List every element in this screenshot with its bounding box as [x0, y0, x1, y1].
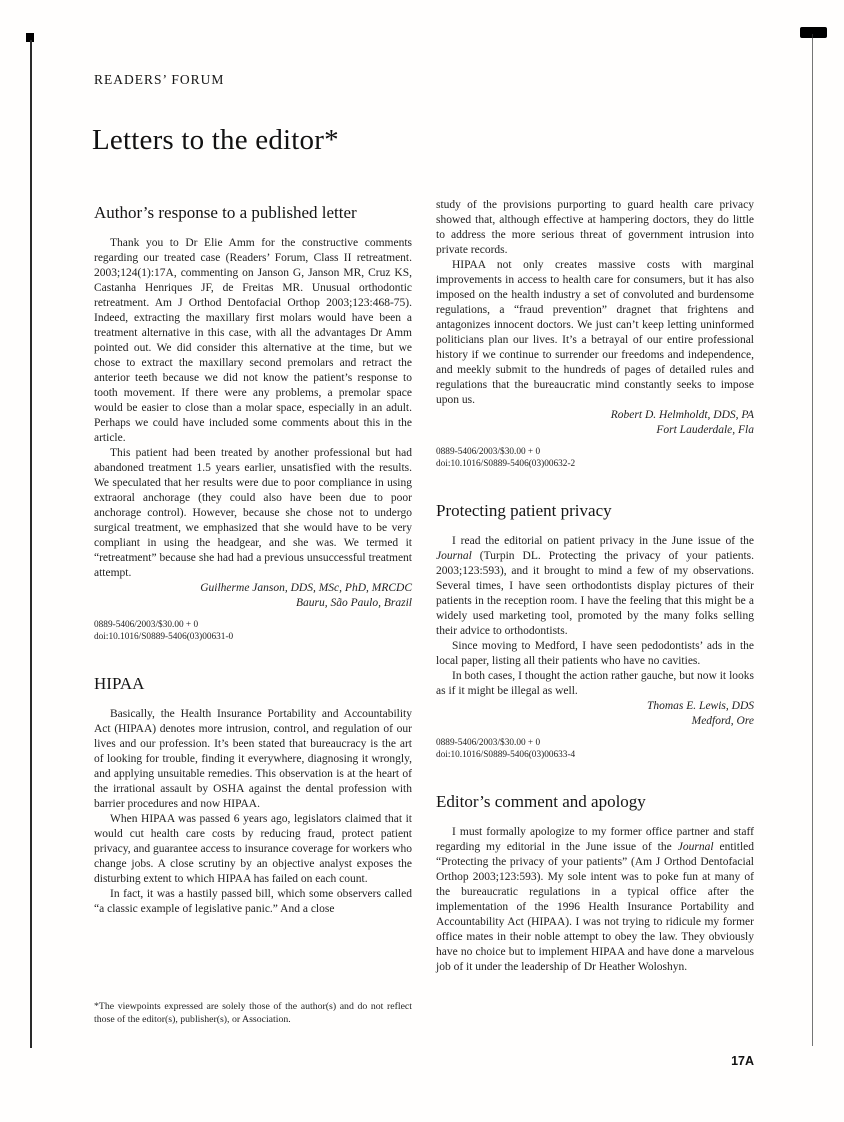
paragraph	[436, 825, 754, 975]
signature-location: Bauru, São Paulo, Brazil	[296, 597, 412, 609]
letter-heading-hipaa: HIPAA	[94, 674, 145, 693]
signature-name: Guilherme Janson, DDS, MSc, PhD, MRCDC	[200, 582, 412, 594]
signature-block	[436, 408, 754, 438]
doi-line: doi:10.1016/S0889-5406(03)00632-2	[436, 458, 576, 469]
issn-line: 0889-5406/2003/$30.00 + 0	[94, 620, 199, 630]
imprint-block	[94, 620, 412, 643]
journal-title-italic: Journal	[436, 550, 472, 562]
paragraph-text: (Turpin DL. Protecting the privacy of your patients. 2003;123:593), and it brought to mind a few of my observations. Several times, I have seen orthodontists display pictures of their patients in the reception room. I have the feeling that this might be a widely used marketing tool, promoted by the many folks selling their advice to orthodontists.	[436, 550, 754, 637]
journal-title-italic: Journal	[677, 841, 714, 853]
issn-line: 0889-5406/2003/$30.00 + 0	[436, 447, 541, 457]
running-head: READERS’ FORUM	[94, 72, 225, 87]
paragraph-text: I read the editorial on patient privacy in the June issue of the	[452, 535, 754, 547]
paragraph: Since moving to Medford, I have seen pedodontists’ ads in the local paper, listing all their patients who have no cavities.	[436, 640, 754, 667]
paragraph: Basically, the Health Insurance Portability and Accountability Act (HIPAA) denotes more intrusion, control, and regulation of our lives and our profession. It’s been stated that bureaucracy is the art of looking for trouble, finding it everywhere, diagnosing it wrongly, and applying unsuitable remedies. This observation is at the heart of the irrational assault by OSHA against the dental profession with barrier procedures and now HIPAA.	[94, 708, 412, 810]
paragraph: When HIPAA was passed 6 years ago, legislators claimed that it would cut health care costs by reducing fraud, protect patient privacy, and guarantee access to insurance coverage for workers who change jobs. A close scrutiny by an objective analyst exposes the disturbing extent to which HIPAA has failed on each count.	[94, 813, 412, 885]
two-column-layout	[94, 194, 754, 975]
signature-name: Thomas E. Lewis, DDS	[646, 700, 754, 712]
right-column	[436, 194, 754, 975]
paragraph-text: I must formally apologize to my former office partner and staff regarding my editorial in the June issue of the	[436, 826, 754, 853]
doi-line: doi:10.1016/S0889-5406(03)00633-4	[436, 749, 576, 760]
paragraph: In both cases, I thought the action rather gauche, but now it looks as if it might be illegal as well.	[436, 670, 754, 697]
scan-artifact	[800, 27, 827, 38]
signature-block	[436, 699, 754, 729]
signature-block	[94, 581, 412, 611]
issn-line: 0889-5406/2003/$30.00 + 0	[436, 738, 541, 748]
doi-line: doi:10.1016/S0889-5406(03)00631-0	[94, 631, 234, 642]
page-number: 17A	[731, 1054, 754, 1068]
footnote: *The viewpoints expressed are solely those of the author(s) and do not reflect those of the editor(s), publisher(s), or Association.	[94, 1001, 412, 1025]
page-title: Letters to the editor*	[92, 124, 339, 156]
letter-heading-editors-comment: Editor’s comment and apology	[436, 792, 646, 811]
signature-name: Robert D. Helmholdt, DDS, PA	[610, 409, 754, 421]
signature-location: Fort Lauderdale, Fla	[656, 424, 754, 436]
paragraph: Thank you to Dr Elie Amm for the constructive comments regarding our treated case (Readers’ Forum, Class II retreatment. 2003;124(1):17A, commenting on Janson G, Janson MR, Cruz KS, Castanha Henriques JF, de Freitas MR. Unusual orthodontic retreatment. Am J Orthod Dentofacial Orthop 2003;123:468-75). Indeed, extracting the maxillary first molars would have been a treatment alternative in this case, with all the advantages Dr Amm pointed out. We did consider this alternative at the time, but we chose to extract the maxillary second premolars and retract the anterior teeth because we did not know the patient’s response to tooth movement. If there were any problems, a premolar space would be easier to close than a molar space, especially in an adult. Perhaps we could have included some comments about this in the article.	[94, 237, 412, 444]
paragraph: This patient had been treated by another professional but had abandoned treatment 1.5 years earlier, unsatisfied with the results. We speculated that her results were due to poor compliance in using extraoral anchorage (they could also have been due to poor anchorage control). However, because she chose not to undergo surgical treatment, we emphasized that she would have to be very compliant in using the headgear, and she was. We termed it “retreatment” because she had had a previous unsuccessful treatment attempt.	[94, 447, 412, 579]
letter-heading-authors-response: Author’s response to a published letter	[94, 203, 357, 222]
imprint-block	[436, 447, 754, 470]
scan-artifact	[30, 40, 32, 1048]
left-column	[94, 194, 412, 975]
paragraph	[436, 534, 754, 639]
signature-location: Medford, Ore	[691, 715, 754, 727]
paragraph: In fact, it was a hastily passed bill, which some observers called “a classic example of legislative panic.” And a close	[94, 888, 412, 915]
scan-artifact	[812, 34, 813, 1046]
imprint-block	[436, 738, 754, 761]
paragraph: HIPAA not only creates massive costs with marginal improvements in access to health care for consumers, but it has also imposed on the health industry a set of convoluted and burdensome regulations, a “fraud prevention” dragnet that frightens and antagonizes innocent doctors. We just can’t keep letting uninformed politicians plan our lives. It’s a betrayal of our entire professional history if we continue to surrender our freedoms and independence, and meekly submit to the hundreds of pages of detailed rules and regulations that the bureaucratic mind constantly seeks to impose upon us.	[436, 259, 754, 406]
letter-heading-privacy: Protecting patient privacy	[436, 501, 612, 520]
paragraph-text: entitled “Protecting the privacy of your patients” (Am J Orthod Dentofacial Orthop 2003;123:593). My sole intent was to poke fun at many of the bureaucratic regulations in a typical office after the implementation of the 1996 Health Insurance Portability and Accountability Act (HIPAA). I was not trying to ridicule my former office mates in their noble attempt to obey the law. They obviously have no choice but to implement HIPAA and have done a marvelous job of it under the leadership of Dr Heather Woloshyn.	[436, 841, 754, 973]
paragraph-continuation: study of the provisions purporting to guard health care privacy showed that, although effective at hampering doctors, they do little to address the more serious threat of government intrusion into private records.	[436, 199, 754, 256]
